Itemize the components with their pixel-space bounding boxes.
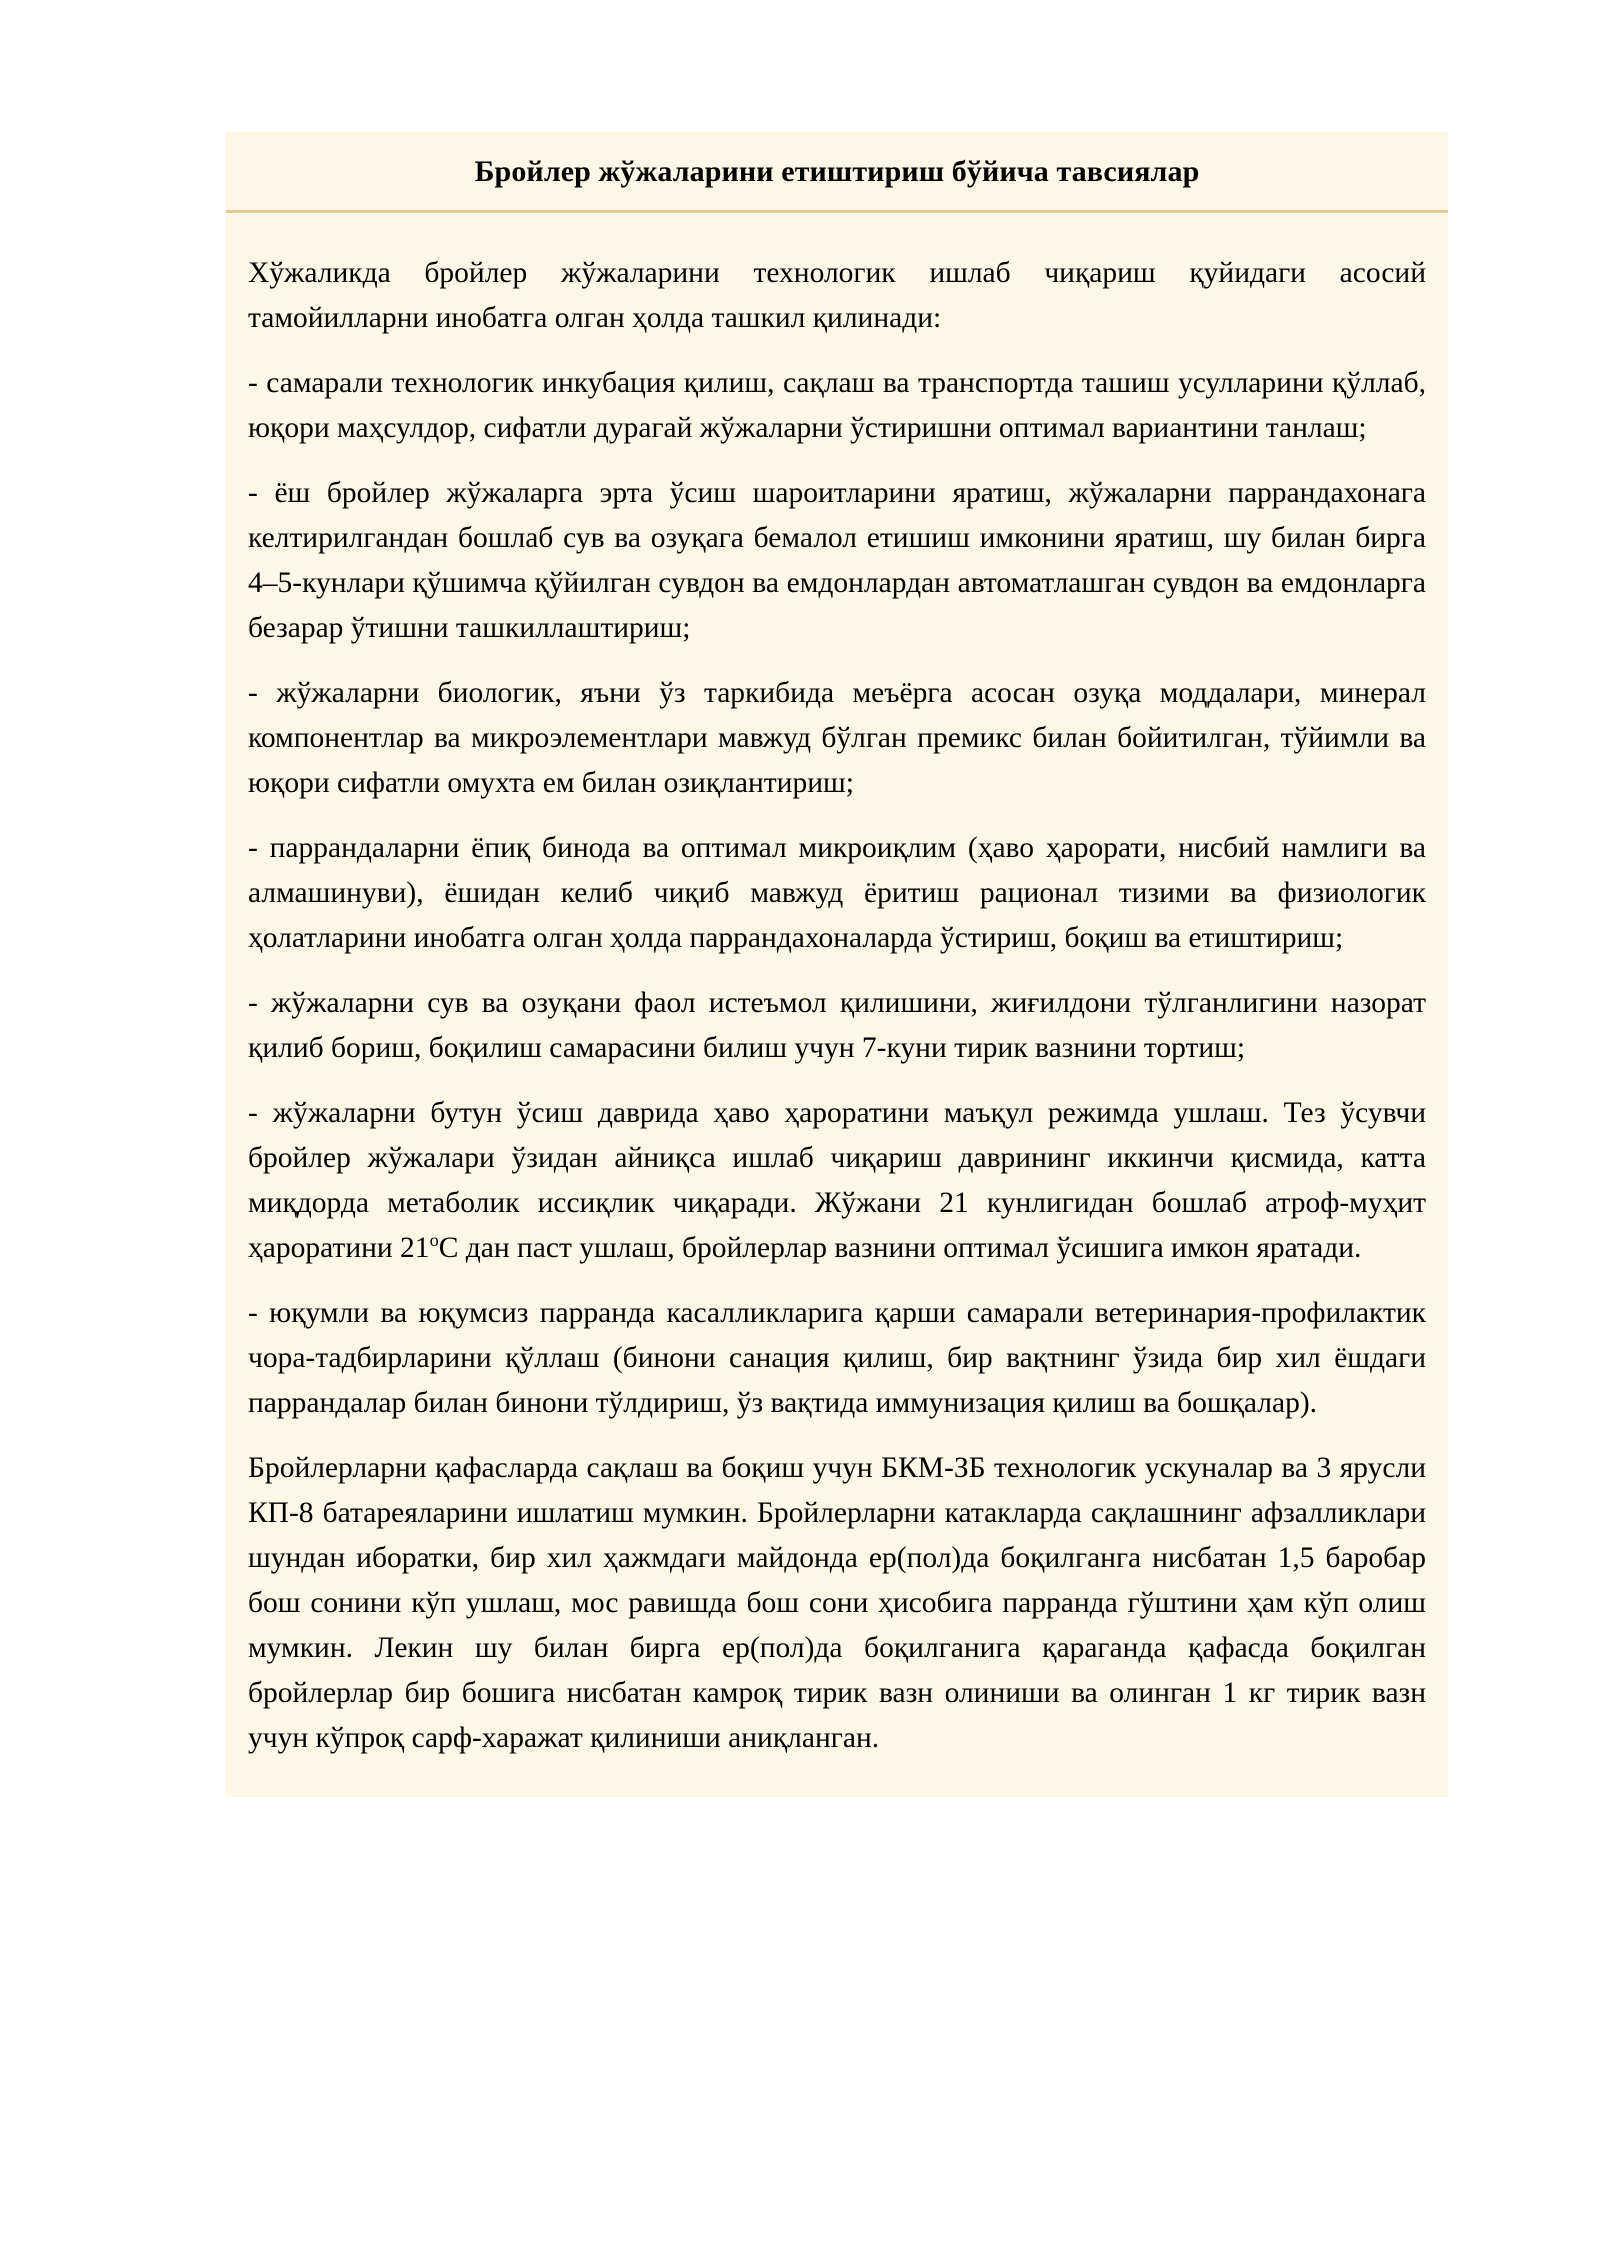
paragraph-bullet-incubation: - самарали технологик инкубация қилиш, сақлаш ва транспортда ташиш усулларини қўллаб, юқори маҳсулдор, сифатли дурагай жўжаларни ўстиришни оптимал вариантини танлаш; xyxy=(248,366,1426,444)
page-title: Бройлер жўжаларини етиштириш бўйича тавсиялар xyxy=(474,155,1200,188)
paragraph-bullet-veterinary: - юқумли ва юқумсиз парранда касалликларига қарши самарали ветеринария-профилактик чора-тадбирларини қўллаш (бинони санация қилиш, бир вақтнинг ўзида бир хил ёшдаги паррандалар билан бинони тўлдириш, ўз вақтида иммунизация қилиш ва бошқалар). xyxy=(248,1296,1426,1419)
paragraph-cage-equipment: Бройлерларни қафасларда сақлаш ва боқиш учун БКМ-ЗБ технологик ускуналар ва 3 ярусли КП-8 батареяларини ишлатиш мумкин. Бройлерларни катакларда сақлашнинг афзалликлари шундан иборатки, бир хил ҳажмдаги майдонда ер(пол)да боқилганга нисбатан 1,5 баробар бош сонини кўп ушлаш, мос равишда бош сони ҳисобига парранда гўштини ҳам кўп олиш мумкин. Лекин шу билан бирга ер(пол)да боқилганига қараганда қафасда боқилган бройлерлар бир бошига нисбатан камроқ тирик вазн олиниши ва олинган 1 кг тирик вазн учун кўпроқ сарф-харажат қилиниши аниқланган. xyxy=(248,1451,1426,1754)
content-panel xyxy=(226,132,1448,1797)
paragraph-bullet-temperature: - жўжаларни бутун ўсиш даврида ҳаво ҳароратини маъқул режимда ушлаш. Тез ўсувчи бройлер жўжалари ўзидан айниқса ишлаб чиқариш даврининг иккинчи қисмида, катта миқдорда метаболик иссиқлик чиқаради. Жўжани 21 кунлигидан бошлаб атроф-муҳит ҳароратини 21$^o$C дан паст ушлаш, бройлерлар вазнини оптимал ўсишига имкон яратади. xyxy=(248,1096,1426,1264)
paragraph-bullet-early-growth: - ёш бройлер жўжаларга эрта ўсиш шароитларини яратиш, жўжаларни паррандахонага келтирилгандан бошлаб сув ва озуқага бемалол етишиш имконини яратиш, шу билан бирга 4–5-кунлари қўшимча қўйилган сувдон ва емдонлардан автоматлашган сувдон ва емдонларга безарар ўтишни ташкиллаштириш; xyxy=(248,476,1426,644)
paragraph-bullet-water-intake: - жўжаларни сув ва озуқани фаол истеъмол қилишини, жиғилдони тўлганлигини назорат қилиб бориш, боқилиш самарасини билиш учун 7-куни тирик вазнини тортиш; xyxy=(248,986,1426,1064)
paragraph-bullet-microclimate: - паррандаларни ёпиқ бинода ва оптимал микроиқлим (ҳаво ҳарорати, нисбий намлиги ва алмашинуви), ёшидан келиб чиқиб мавжуд ёритиш рационал тизими ва физиологик ҳолатларини инобатга олган ҳолда паррандахоналарда ўстириш, боқиш ва етиштириш; xyxy=(248,831,1426,954)
document-body xyxy=(226,213,1448,1797)
paragraph-bullet-feeding: - жўжаларни биологик, яъни ўз таркибида меъёрга асосан озуқа моддалари, минерал компонентлар ва микроэлементлари мавжуд бўлган премикс билан бойитилган, тўйимли ва юқори сифатли омухта ем билан озиқлантириш; xyxy=(248,676,1426,799)
degree-symbol: o xyxy=(429,1229,439,1250)
paragraph-intro: Хўжаликда бройлер жўжаларини технологик ишлаб чиқариш қуйидаги асосий тамойилларни инобатга олган ҳолда ташкил қилинади: xyxy=(248,257,1426,334)
